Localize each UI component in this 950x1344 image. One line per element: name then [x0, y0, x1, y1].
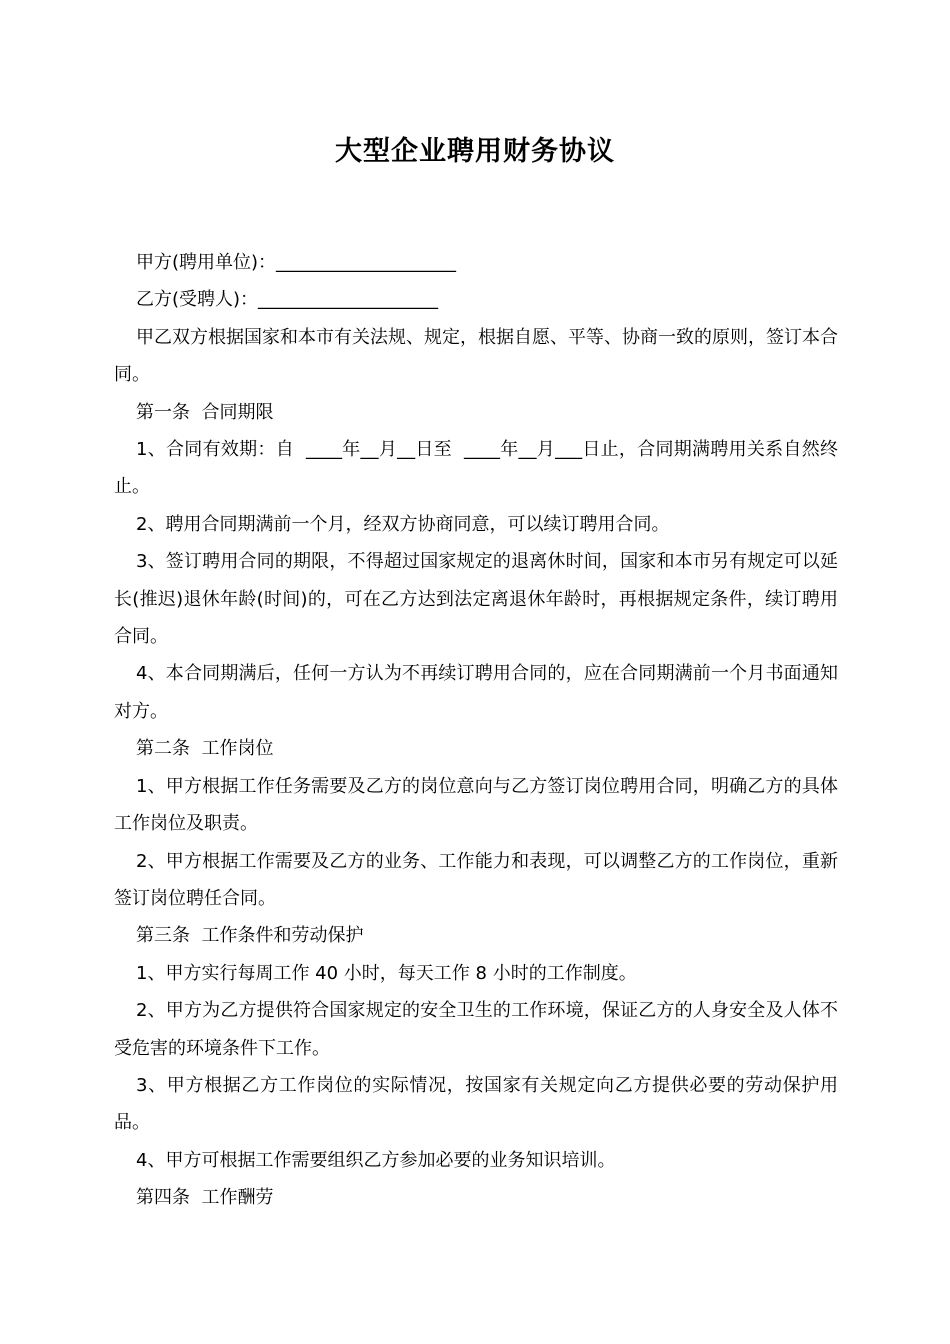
article-4-heading: 第四条 工作酬劳 [136, 1187, 274, 1209]
article-2-clause-2: 2、甲方根据工作需要及乙方的业务、工作能力和表现，可以调整乙方的工作岗位，重新签订岗位聘任合同。 [114, 850, 838, 909]
article-3-clause-1: 1、甲方实行每周工作 40 小时，每天工作 8 小时的工作制度。 [136, 962, 637, 984]
article-1-clause-1: 1、合同有效期：自 ____年__月__日至 ____年__月___日止，合同期满聘用关系自然终止。 [114, 439, 838, 498]
party-a-line: 甲方(聘用单位)：____________________ [136, 252, 457, 273]
article-1-heading: 第一条 合同期限 [136, 401, 274, 423]
article-3-heading: 第三条 工作条件和劳动保护 [136, 925, 364, 947]
article-3-clause-3: 3、甲方根据乙方工作岗位的实际情况，按国家有关规定向乙方提供必要的劳动保护用品。 [114, 1074, 838, 1134]
article-1-clause-3: 3、签订聘用合同的期限，不得超过国家规定的退离休时间，国家和本市另有规定可以延长(推迟)退休年龄(时间)的，可在乙方达到法定离退休年龄时，再根据规定条件，续订聘用合同。 [114, 551, 838, 648]
article-3-clause-2: 2、甲方为乙方提供符合国家规定的安全卫生的工作环境，保证乙方的人身安全及人体不受危害的环境条件下工作。 [114, 1000, 838, 1059]
article-1-clause-4: 4、本合同期满后，任何一方认为不再续订聘用合同的，应在合同期满前一个月书面通知对方。 [114, 663, 838, 722]
article-2-heading: 第二条 工作岗位 [136, 738, 274, 760]
article-3-clause-4: 4、甲方可根据工作需要组织乙方参加必要的业务知识培训。 [136, 1149, 616, 1171]
article-2-clause-1: 1、甲方根据工作任务需要及乙方的岗位意向与乙方签订岗位聘用合同，明确乙方的具体工作岗位及职责。 [114, 775, 838, 835]
document-body [114, 244, 838, 1217]
article-1-clause-2: 2、聘用合同期满前一个月，经双方协商同意，可以续订聘用合同。 [136, 513, 670, 535]
preamble-paragraph: 甲乙双方根据国家和本市有关法规、规定，根据自愿、平等、协商一致的原则，签订本合同。 [114, 326, 838, 386]
document-title: 大型企业聘用财务协议 [335, 136, 615, 167]
party-b-line: 乙方(受聘人)：____________________ [136, 289, 439, 311]
